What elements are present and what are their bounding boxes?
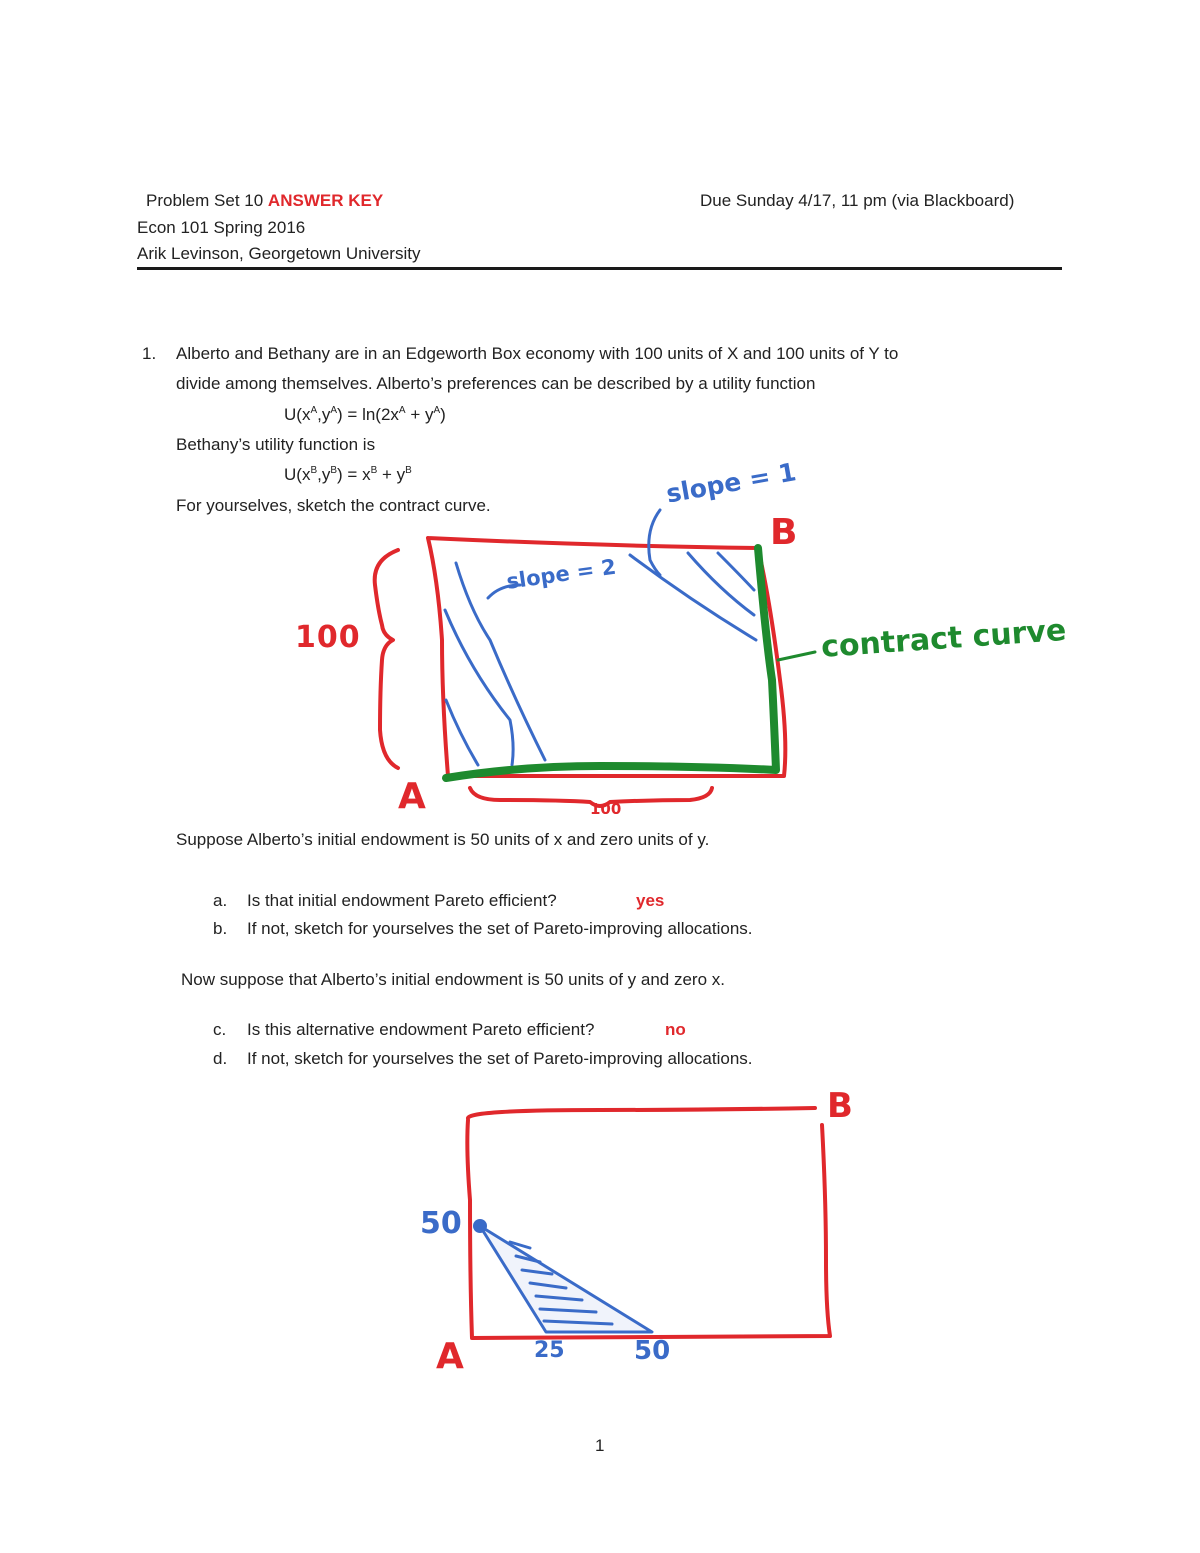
part-a-answer: yes [636, 891, 665, 910]
page-number: 1 [595, 1436, 605, 1455]
label-a-2: A [436, 1336, 464, 1377]
indifference-lines-a [445, 563, 545, 765]
endowment-2-text: Now suppose that Alberto’s initial endowment is 50 units of y and zero x. [181, 970, 725, 989]
title-prefix: Problem Set 10 [146, 191, 264, 210]
label-50-left: 50 [420, 1206, 462, 1241]
label-b-1: B [770, 512, 798, 553]
indifference-lines-b [630, 510, 756, 640]
endowment-point [473, 1219, 487, 1233]
question-number: 1. [142, 344, 157, 363]
answer-key-label: ANSWER KEY [267, 191, 384, 210]
part-a-text: Is that initial endowment Pareto efficient? [247, 891, 557, 910]
contract-pointer [778, 652, 815, 660]
label-100-bottom: 100 [590, 800, 622, 818]
part-a-letter: a. [213, 891, 228, 910]
label-50-bottom: 50 [634, 1336, 671, 1366]
bethany-utility-intro: Bethany’s utility function is [176, 435, 376, 454]
part-c-answer: no [665, 1020, 686, 1039]
part-b-letter: b. [213, 919, 228, 938]
part-c-text: Is this alternative endowment Pareto efficient? [247, 1020, 595, 1039]
edgeworth-box-2 [467, 1108, 830, 1338]
edgeworth-box-1 [375, 510, 815, 806]
author-line: Arik Levinson, Georgetown University [137, 244, 421, 263]
utility-function-b: $U(x^B,y^B) = x^B + y^B$ [284, 465, 412, 484]
course-name: Econ 101 Spring 2016 [137, 218, 306, 237]
label-b-2: B [827, 1086, 853, 1126]
endowment-1-text: Suppose Alberto’s initial endowment is 50 units of x and zero units of y. [176, 830, 710, 849]
part-c-letter: c. [213, 1020, 227, 1039]
box-outline-2 [467, 1108, 830, 1338]
part-b-text: If not, sketch for yourselves the set of Pareto-improving allocations. [247, 919, 753, 938]
left-brace [375, 550, 398, 768]
label-100-left: 100 [295, 620, 361, 655]
contract-curve [446, 548, 776, 778]
question-line-2: divide among themselves. Alberto’s preferences can be described by a utility function [176, 374, 816, 393]
sketch-instruction: For yourselves, sketch the contract curve. [176, 496, 491, 515]
utility-function-a: $U(x^A,y^A) = \ln(2x^A + y^A)$ [284, 405, 446, 424]
part-d-text: If not, sketch for yourselves the set of Pareto-improving allocations. [247, 1049, 753, 1068]
question-line-1: Alberto and Bethany are in an Edgeworth Box economy with 100 units of X and 100 units of Y to [176, 344, 899, 363]
label-25: 25 [534, 1338, 565, 1363]
label-a-1: A [398, 776, 426, 817]
part-d-letter: d. [213, 1049, 228, 1068]
label-contract-curve: contract curve [820, 612, 1068, 665]
label-slope-1: slope = 1 [664, 457, 799, 509]
due-date: Due Sunday 4/17, 11 pm (via Blackboard) [700, 191, 1015, 210]
pareto-region [480, 1226, 652, 1332]
label-slope-2: slope = 2 [505, 554, 618, 594]
